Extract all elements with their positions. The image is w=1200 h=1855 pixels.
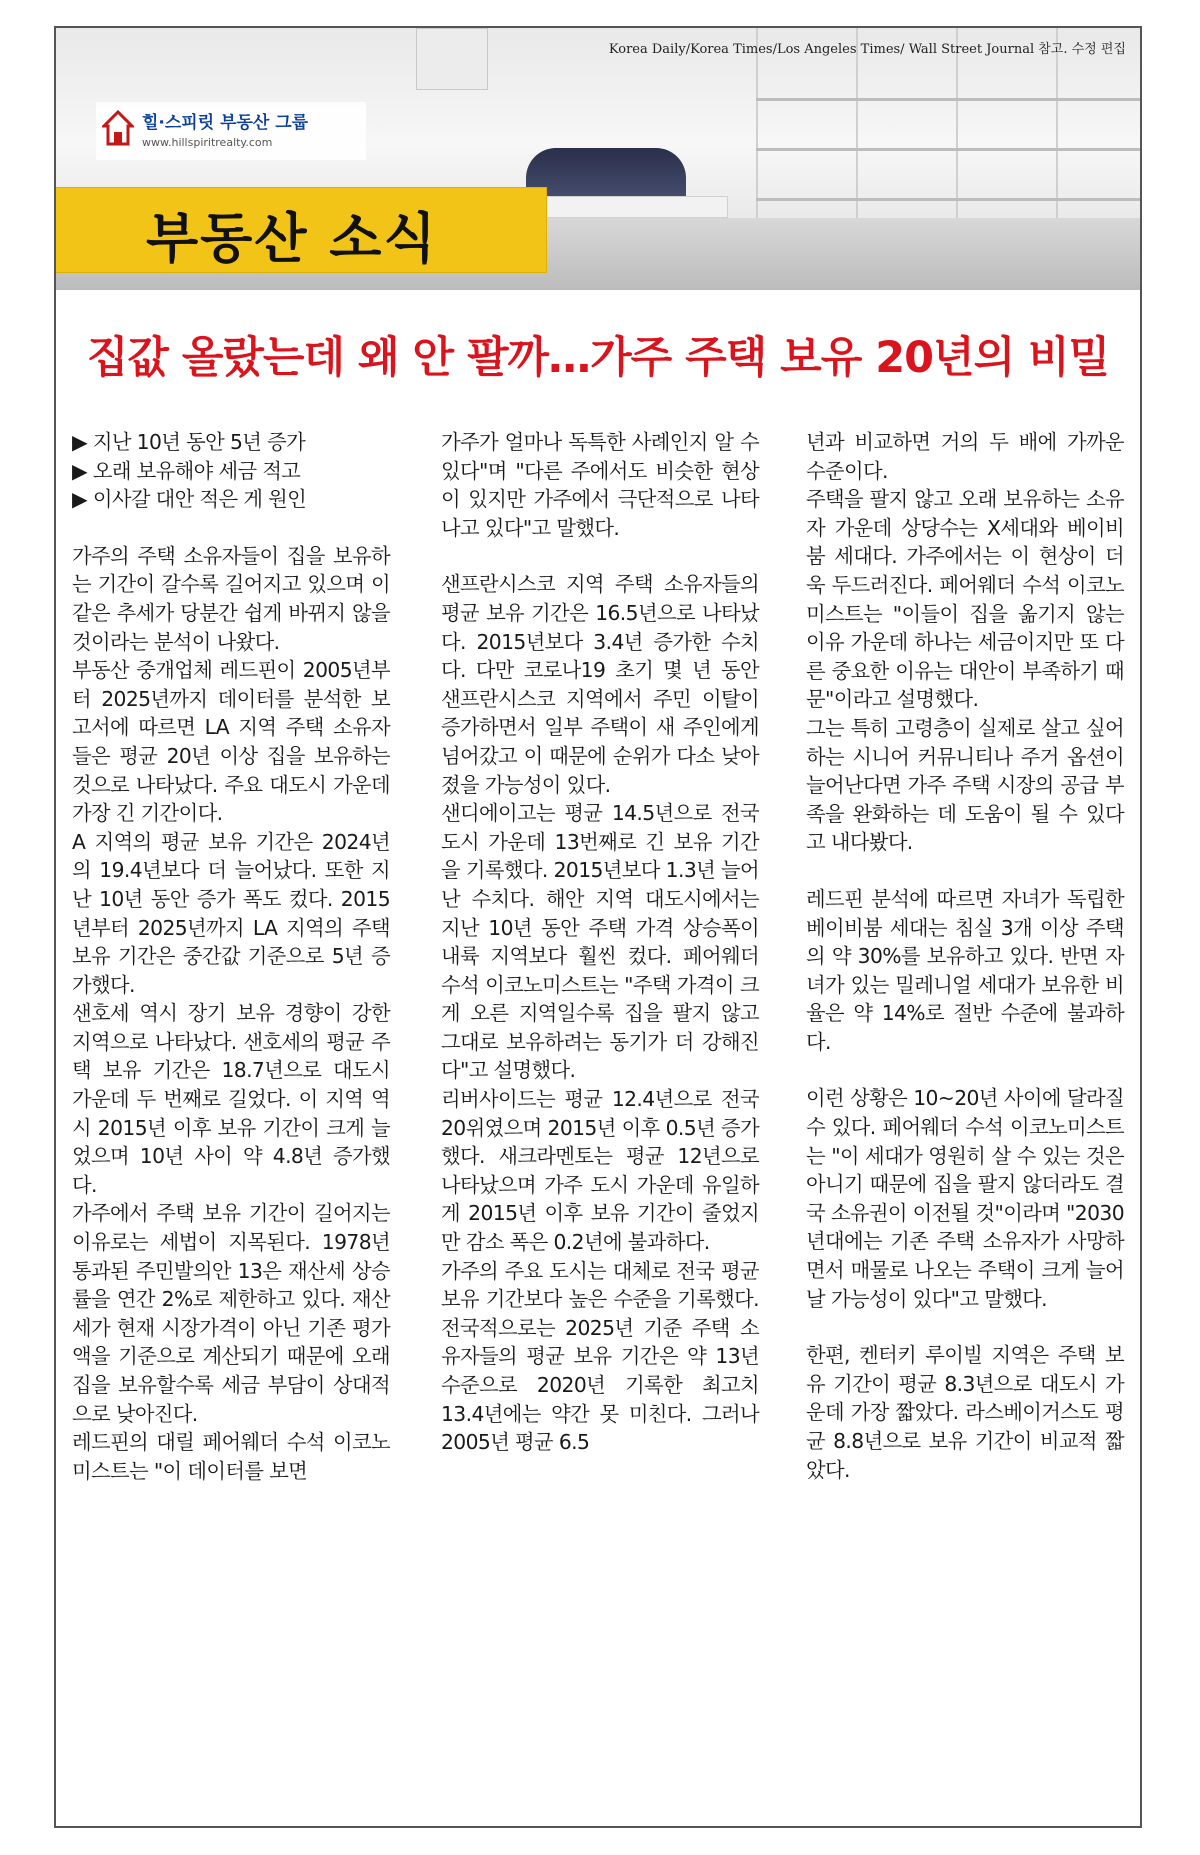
article-frame: [54, 26, 1142, 1828]
paragraph: 한편, 켄터키 루이빌 지역은 주택 보유 기간이 평균 8.3년으로 대도시 가운데 가장 짧았다. 라스베이거스도 평균 8.8년으로 보유 기간이 비교적 짧았다.: [806, 1343, 1124, 1482]
logo-url: www.hillspiritrealty.com: [142, 136, 273, 149]
publication-credits: Korea Daily/Korea Times/Los Angeles Times/ Wall Street Journal 참고. 수정 편집: [608, 42, 1126, 57]
subhead-bullet: ▶ 오래 보유해야 세금 적고: [72, 458, 301, 483]
article-headline: 집값 올랐는데 왜 안 팔까…가주 주택 보유 20년의 비밀: [86, 333, 1110, 383]
paragraph: 부동산 중개업체 레드핀이 2005년부터 2025년까지 데이터를 분석한 보고서에 따르면 LA 지역 주택 소유자들은 평균 20년 이상 집을 보유하는 것으로 나타났다. 주요 대도시 가운데 가장 긴 기간이다.: [72, 658, 390, 826]
paragraph: 가주의 주요 도시는 대체로 전국 평균 보유 기간보다 높은 수준을 기록했다. 전국적으로는 2025년 기준 주택 소유자들의 평균 보유 기간은 약 13년 수준으로 2020년 기록한 최고치 13.4년에는 약간 못 미친다. 그러나 2005년 평균 6.5: [441, 1258, 759, 1455]
paragraph: 이런 상황은 10~20년 사이에 달라질 수 있다. 페어웨더 수석 이코노미스트는 "이 세대가 영원히 살 수 있는 것은 아니기 때문에 집을 팔지 않더라도 결국 소유권이 이전될 것"이라며 "2030년대에는 기존 주택 소유자가 사망하면서 매물로 나오는 주택이 크게 늘어날 가능성이 있다"고 말했다.: [806, 1086, 1124, 1311]
subhead-bullet: ▶ 이사갈 대안 적은 게 원인: [72, 487, 307, 512]
paragraph: 년과 비교하면 거의 두 배에 가까운 수준이다.: [806, 430, 1124, 483]
paragraph: 샌디에이고는 평균 14.5년으로 전국 도시 가운데 13번째로 긴 보유 기간을 기록했다. 2015년보다 1.3년 늘어난 수치다. 해안 지역 대도시에서는 지난 10년 동안 주택 가격 상승폭이 내륙 지역보다 훨씬 컸다. 페어웨더 수석 이코노미스트는 "주택 가격이 크게 오른 지역일수록 집을 팔지 않고 그대로 보유하려는 동기가 더 강해진다"고 설명했다.: [441, 801, 759, 1083]
paragraph: 가주가 얼마나 독특한 사례인지 알 수 있다"며 "다른 주에서도 비슷한 현상이 있지만 가주에서 극단적으로 나타나고 있다"고 말했다.: [441, 430, 759, 540]
paragraph: 주택을 팔지 않고 오래 보유하는 소유자 가운데 상당수는 X세대와 베이비붐 세대다. 가주에서는 이 현상이 더욱 두드러진다. 페어웨더 수석 이코노미스트는 "이들이 집을 옮기지 않는 이유 가운데 하나는 세금이지만 또 다른 중요한 이유는 대안이 부족하기 때문"이라고 설명했다.: [806, 487, 1124, 712]
paragraph: 리버사이드는 평균 12.4년으로 전국 20위였으며 2015년 이후 0.5년 증가했다. 새크라멘토는 평균 12년으로 나타났으며 가주 도시 가운데 유일하게 2015년 이후 보유 기간이 줄었지만 감소 폭은 0.2년에 불과하다.: [441, 1087, 759, 1255]
paragraph: 가주에서 주택 보유 기간이 길어지는 이유로는 세법이 지목된다. 1978년 통과된 주민발의안 13은 재산세 상승률을 연간 2%로 제한하고 있다. 재산세가 현재 시장가격이 아닌 기존 평가액을 기준으로 계산되기 때문에 오래 집을 보유할수록 세금 부담이 상대적으로 낮아진다.: [72, 1201, 390, 1426]
column-1: [72, 428, 390, 1485]
shelf: [756, 198, 1140, 201]
section-title: 부동산 소식: [146, 207, 438, 270]
subhead-bullet: ▶ 지난 10년 동안 5년 증가: [72, 430, 306, 454]
paragraph: 가주의 주택 소유자들이 집을 보유하는 기간이 갈수록 길어지고 있으며 이 같은 추세가 당분간 쉽게 바뀌지 않을 것이라는 분석이 나왔다.: [72, 543, 390, 654]
paragraph: 레드핀의 대릴 페어웨더 수석 이코노미스트는 "이 데이터를 보면: [72, 1430, 390, 1483]
column-3: [806, 428, 1124, 1484]
paragraph: 레드핀 분석에 따르면 자녀가 독립한 베이비붐 세대는 침실 3개 이상 주택의 약 30%를 보유하고 있다. 반면 자녀가 있는 밀레니얼 세대가 보유한 비율은 약 14%로 절반 수준에 불과하다.: [806, 886, 1124, 1054]
house-icon: [102, 110, 134, 150]
company-logo: [96, 102, 366, 160]
paragraph: A 지역의 평균 보유 기간은 2024년의 19.4년보다 더 늘어났다. 또한 지난 10년 동안 증가 폭도 컸다. 2015년부터 2025년까지 LA 지역의 주택 보유 기간은 중간값 기준으로 5년 증가했다.: [72, 829, 390, 997]
paragraph: 샌호세 역시 장기 보유 경향이 강한 지역으로 나타났다. 샌호세의 평균 주택 보유 기간은 18.7년으로 대도시 가운데 두 번째로 길었다. 이 지역 역시 2015년 이후 보유 기간이 크게 늘었으며 10년 사이 약 4.8년 증가했다.: [72, 1001, 390, 1197]
column-2: [441, 428, 759, 1457]
shelf: [756, 98, 1140, 101]
logo-name: 힐·스피릿 부동산 그룹: [142, 113, 309, 133]
ceiling-lamp: [416, 28, 488, 90]
shelf: [756, 148, 1140, 151]
paragraph: 샌프란시스코 지역 주택 소유자들의 평균 보유 기간은 16.5년으로 나타났다. 2015년보다 3.4년 증가한 수치다. 다만 코로나19 초기 몇 년 동안 샌프란시스코 지역에서 주민 이탈이 증가하면서 일부 주택이 새 주인에게 넘어갔고 이 때문에 순위가 다소 낮아졌을 가능성이 있다.: [441, 572, 759, 797]
section-banner: [56, 188, 546, 272]
paragraph: 그는 특히 고령층이 실제로 살고 싶어 하는 시니어 커뮤니티나 주거 옵션이 늘어난다면 가주 주택 시장의 공급 부족을 완화하는 데 도움이 될 수 있다고 내다봤다.: [806, 715, 1124, 855]
header-photo: [56, 28, 1140, 290]
